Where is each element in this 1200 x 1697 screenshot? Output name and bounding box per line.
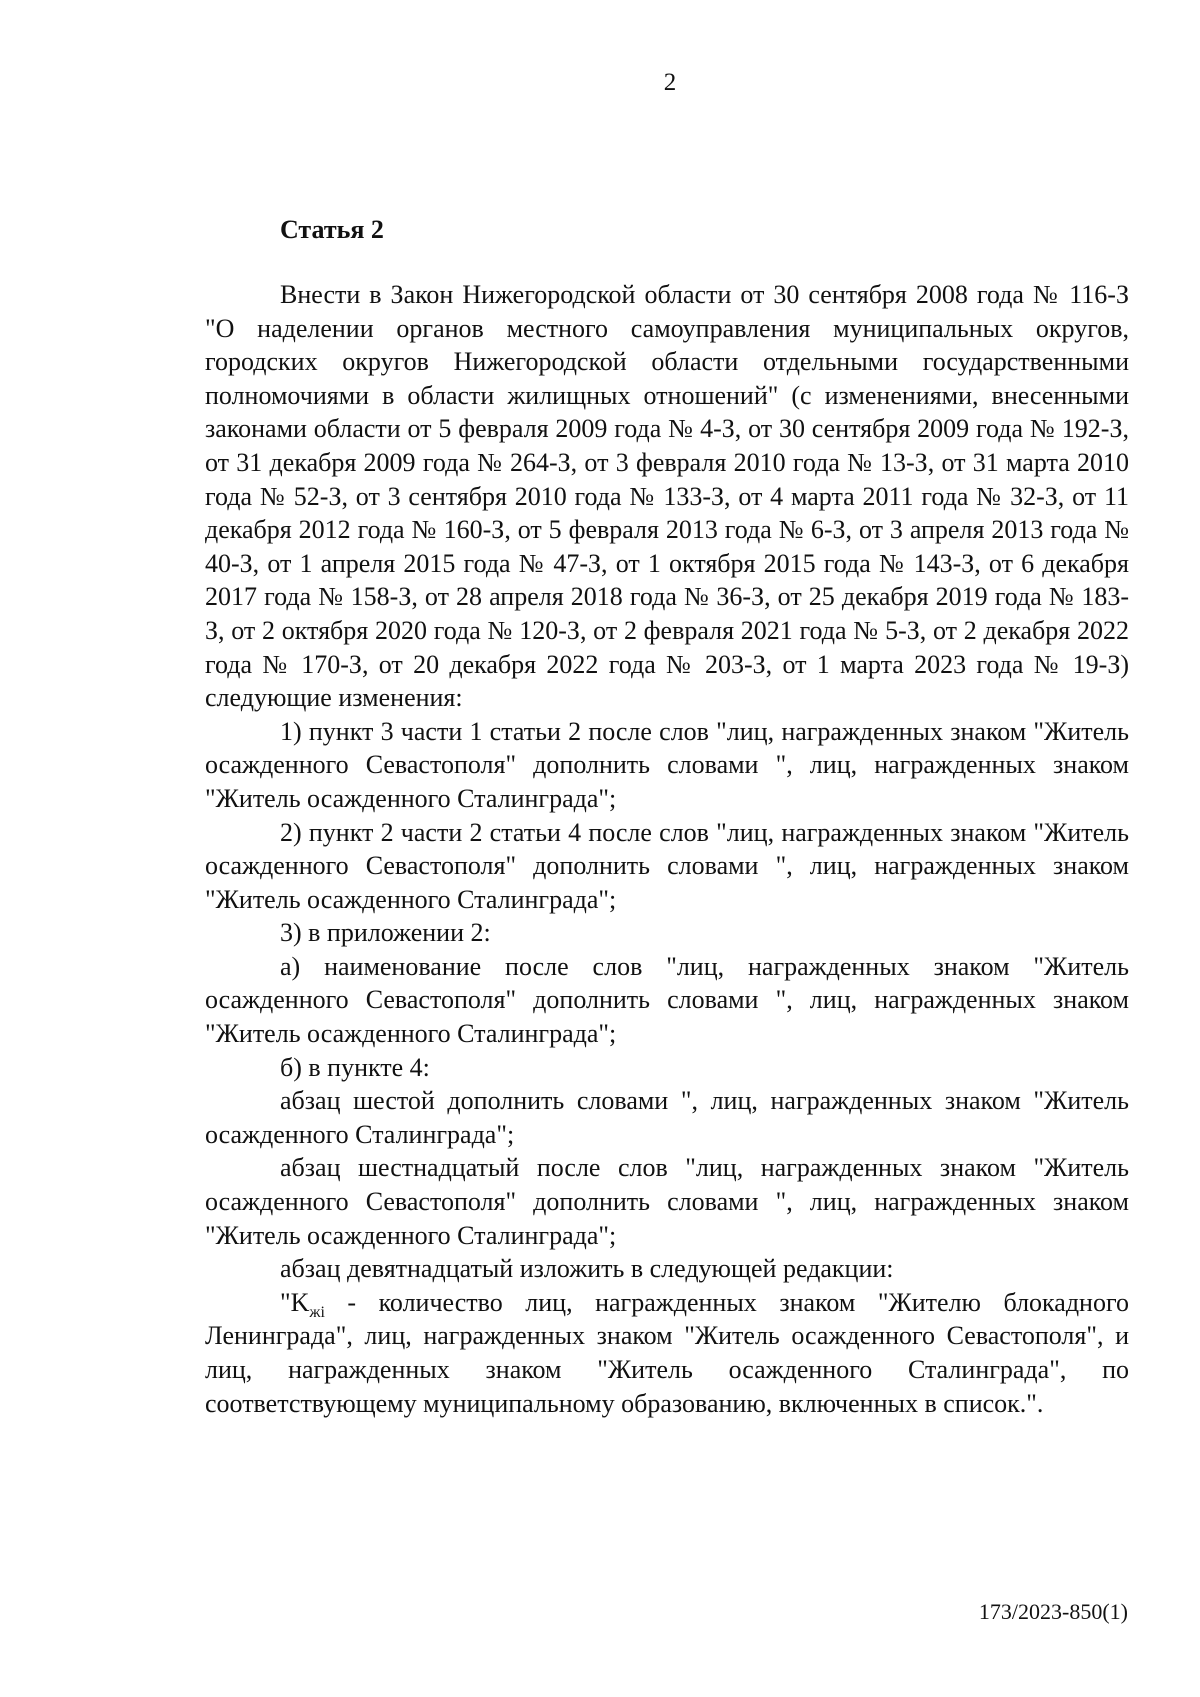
intro-paragraph: Внести в Закон Нижегородской области от 30 сентября 2008 года № 116-З "О наделении органов местного самоуправления муниципальных округов, городских округов Нижегородской области отдельными государственными полномочиями в области жилищных отношений" (с изменениями, внесенными законами области от 5 февраля 2009 года № 4-З, от 30 сентября 2009 года № 192-З, от 31 декабря 2009 года № 264-З, от 3 февраля 2010 года № 13-З, от 31 марта 2010 года № 52-З, от 3 сентября 2010 года № 133-З, от 4 марта 2011 года № 32-З, от 11 декабря 2012 года № 160-З, от 5 февраля 2013 года № 6-З, от 3 апреля 2013 года № 40-З, от 1 апреля 2015 года № 47-З, от 1 октября 2015 года № 143-З, от 6 декабря 2017 года № 158-З, от 28 апреля 2018 года № 36-З, от 25 декабря 2019 года № 183-З, от 2 октября 2020 года № 120-З, от 2 февраля 2021 года № 5-З, от 2 декабря 2022 года № 170-З, от 20 декабря 2022 года № 203-З, от 1 марта 2023 года № 19-З) следующие изменения: <box>205 280 1129 713</box>
abzac-16-paragraph: абзац шестнадцатый после слов "лиц, награжденных знаком "Житель осажденного Севастополя" дополнить словами ", лиц, награжденных знаком "Житель осажденного Сталинграда"; <box>205 1153 1129 1250</box>
item-3-paragraph: 3) в приложении 2: <box>280 918 491 948</box>
article-heading: Статья 2 <box>280 215 384 244</box>
subitem-a-paragraph: а) наименование после слов "лиц, награжденных знаком "Житель осажденного Севастополя" дополнить словами ", лиц, награжденных знаком "Житель осажденного Сталинграда"; <box>205 951 1129 1049</box>
article-body <box>205 278 1129 1420</box>
formula-paragraph <box>205 1286 1129 1420</box>
formula-subscript: жi <box>309 1304 325 1321</box>
item-2-paragraph: 2) пункт 2 части 2 статьи 4 после слов "лиц, награжденных знаком "Житель осажденного Севастополя" дополнить словами ", лиц, награжденных знаком "Житель осажденного Сталинграда"; <box>205 817 1129 914</box>
subitem-b-paragraph: б) в пункте 4: <box>280 1052 430 1082</box>
abzac-19-paragraph: абзац девятнадцатый изложить в следующей редакции: <box>280 1254 894 1284</box>
item-1-paragraph: 1) пункт 3 части 1 статьи 2 после слов "лиц, награжденных знаком "Житель осажденного Севастополя" дополнить словами ", лиц, награжденных знаком "Житель осажденного Сталинграда"; <box>205 716 1129 813</box>
formula-definition: - количество лиц, награжденных знаком "Жителю блокадного Ленинграда", лиц, награжденных знаком "Житель осажденного Севастополя", и лиц, награжденных знаком "Житель осажденного Сталинграда", по соответствующему муниципальному образованию, включенных в список.". <box>205 1287 1129 1418</box>
abzac-6-paragraph: абзац шестой дополнить словами ", лиц, награжденных знаком "Житель осажденного Сталинграда"; <box>205 1086 1129 1149</box>
page-number: 2 <box>663 69 677 96</box>
document-code: 173/2023-850(1) <box>978 1599 1128 1624</box>
formula-symbol: "K <box>280 1287 310 1317</box>
